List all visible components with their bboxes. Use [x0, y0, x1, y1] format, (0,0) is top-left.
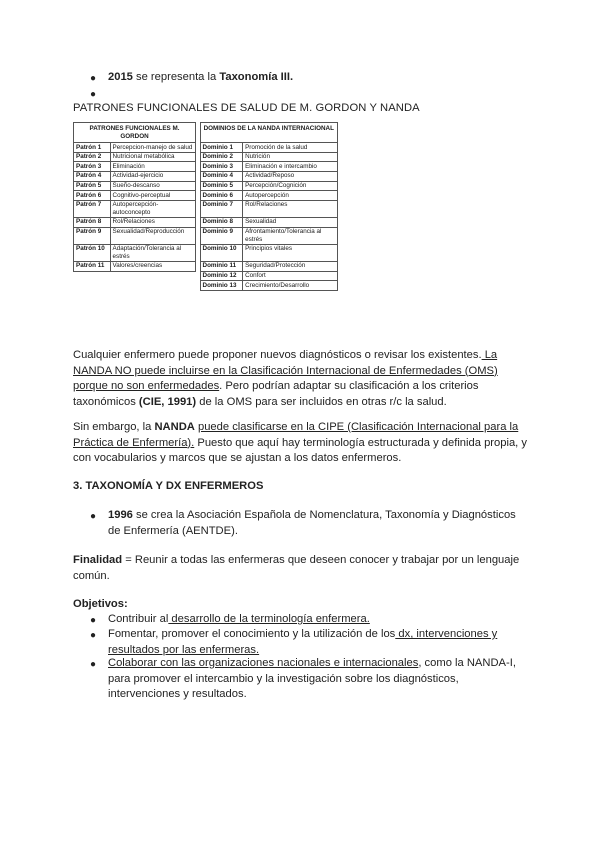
intro-bold-tail: Taxonomía III.	[219, 71, 294, 83]
domain-number: Dominio 6	[200, 191, 243, 201]
domain-number: Dominio 3	[200, 162, 243, 172]
pattern-name: Sueño-descanso	[110, 181, 195, 191]
pattern-number: Patrón 5	[74, 181, 111, 191]
pattern-number: Patrón 2	[74, 152, 111, 162]
objetivo-item-1	[108, 612, 518, 628]
bullet-marker: ●	[90, 73, 97, 84]
pattern-name: Percepcion-manejo de salud	[110, 143, 195, 153]
domain-name: Nutrición	[243, 152, 338, 162]
bullet-marker: ●	[90, 659, 97, 670]
finalidad-label: Finalidad	[73, 554, 123, 566]
pattern-name: Autopercepción-autoconcepto	[110, 200, 195, 217]
domain-name: Percepción/Cognición	[243, 181, 338, 191]
section3-title: 3. TAXONOMÍA Y DX ENFERMEROS	[73, 480, 264, 492]
domain-number: Dominio 10	[200, 244, 243, 261]
domain-number: Dominio 4	[200, 171, 243, 181]
para1-underlined: La NANDA NO puede incluirse en la Clasificación Internacional de Enfermedades (OMS) porque no son enfermedades	[73, 349, 498, 392]
objetivos-label: Objetivos:	[73, 598, 128, 610]
table-row	[74, 261, 338, 271]
domain-name: Principios vitales	[243, 244, 338, 261]
table-row	[74, 181, 338, 191]
domain-name: Seguridad/Protección	[243, 261, 338, 271]
paragraph-nanda-oms	[73, 348, 531, 410]
bullet-marker: ●	[90, 630, 97, 641]
domain-name: Eliminación e intercambio	[243, 162, 338, 172]
domain-name: Rol/Relaciones	[243, 200, 338, 217]
bullet-marker-empty: ●	[90, 89, 97, 100]
bullet-marker: ●	[90, 511, 97, 522]
para2-text-3: Puesto que aquí hay terminología estructurada y definida propia, y con vocabularios y marcos que se ajustan a los datos enfermeros.	[73, 436, 527, 464]
pattern-name: Eliminación	[110, 162, 195, 172]
para2-text-1: Sin embargo, la	[73, 421, 155, 433]
intro-text: se representa la	[132, 71, 220, 83]
heading-patterns: PATRONES FUNCIONALES DE SALUD DE M. GORDON Y NANDA	[73, 102, 420, 114]
objetivo-item-3	[108, 656, 528, 703]
domain-name: Sexualidad	[243, 217, 338, 227]
finalidad-text: = Reunir a todas las enfermeras que deseen conocer y trabajar por un lenguaje común.	[73, 554, 520, 582]
para1-text-2: . Pero podrían adaptar su clasificación a los criterios taxonómicos	[73, 380, 479, 408]
table-row	[74, 171, 338, 181]
domain-number: Dominio 7	[200, 200, 243, 217]
pattern-name: Sexualidad/Reproducción	[110, 227, 195, 244]
domain-name: Confort	[243, 271, 338, 281]
pattern-name: Nutricional metabólica	[110, 152, 195, 162]
objetivo-item-2	[108, 627, 518, 658]
objetivo-2-underlined: dx, intervenciones y resultados por las enfermeras.	[108, 628, 498, 656]
objetivo-2-text: Fomentar, promover el conocimiento y la utilización de los	[108, 628, 396, 640]
para2-underlined: puede clasificarse en la CIPE (Clasificación Internacional para la Práctica de Enfermería).	[73, 421, 519, 449]
domain-number: Dominio 13	[200, 281, 243, 291]
bullet-marker: ●	[90, 615, 97, 626]
bullet-1996-year: 1996	[108, 509, 133, 521]
pattern-number: Patrón 3	[74, 162, 111, 172]
pattern-name: Rol/Relaciones	[110, 217, 195, 227]
table-row	[74, 217, 338, 227]
pattern-number: Patrón 11	[74, 261, 111, 271]
gordon-nanda-table-image	[73, 122, 338, 291]
table-row	[74, 162, 338, 172]
table-row	[74, 200, 338, 217]
table-row	[74, 191, 338, 201]
pattern-name: Adaptación/Tolerancia al estrés	[110, 244, 195, 261]
domain-number: Dominio 9	[200, 227, 243, 244]
pattern-number: Patrón 9	[74, 227, 111, 244]
pattern-number: Patrón 4	[74, 171, 111, 181]
domain-number: Dominio 2	[200, 152, 243, 162]
bullet-1996-text	[108, 508, 528, 539]
pattern-name: Cognitivo-perceptual	[110, 191, 195, 201]
intro-year: 2015	[108, 71, 133, 83]
table-row	[74, 152, 338, 162]
pattern-number: Patrón 10	[74, 244, 111, 261]
header-left: PATRONES FUNCIONALES M. GORDON	[74, 123, 196, 143]
objetivo-3-underlined: Colaborar con las organizaciones nacionales e internacionales	[108, 657, 419, 669]
domain-number: Dominio 8	[200, 217, 243, 227]
domain-name: Afrontamiento/Tolerancia al estrés	[243, 227, 338, 244]
intro-bullet-text	[108, 70, 293, 86]
para1-text-3: de la OMS para ser incluidos en otras r/c la salud.	[196, 395, 447, 408]
objetivo-3-text: , como la NANDA-I, para promover el intercambio y la investigación sobre los diagnósticos, intervenciones y resultados.	[108, 657, 516, 700]
domain-name: Actividad/Reposo	[243, 171, 338, 181]
pattern-name: Valores/creencias	[110, 261, 195, 271]
pattern-number: Patrón 7	[74, 200, 111, 217]
domain-number: Dominio 5	[200, 181, 243, 191]
para2-bold-nanda: NANDA	[154, 421, 195, 433]
pattern-number: Patrón 8	[74, 217, 111, 227]
header-right: DOMINIOS DE LA NANDA INTERNACIONAL	[200, 123, 337, 143]
pattern-number: Patrón 1	[74, 143, 111, 153]
pattern-name: Actividad-ejercicio	[110, 171, 195, 181]
objetivo-1-text: Contribuir al	[108, 613, 169, 625]
table-row	[74, 227, 338, 244]
paragraph-nanda-cipe	[73, 420, 531, 467]
para1-bold-cie: (CIE, 1991)	[138, 395, 197, 408]
domain-number: Dominio 1	[200, 143, 243, 153]
objetivo-1-underlined: desarrollo de la terminología enfermera.	[168, 613, 370, 625]
domain-name: Crecimiento/Desarrollo	[243, 281, 338, 291]
para1-text-1: Cualquier enfermero puede proponer nuevos diagnósticos o revisar los existentes.	[73, 349, 482, 361]
bullet-1996-body: se crea la Asociación Española de Nomenclatura, Taxonomía y Diagnósticos de Enfermería (AENTDE).	[108, 509, 516, 537]
table-row	[74, 143, 338, 153]
domain-number: Dominio 12	[200, 271, 243, 281]
pattern-number: Patrón 6	[74, 191, 111, 201]
gordon-nanda-table	[73, 122, 338, 291]
table-row	[74, 281, 338, 291]
finalidad-paragraph	[73, 553, 533, 584]
domain-number: Dominio 11	[200, 261, 243, 271]
table-row	[74, 271, 338, 281]
domain-name: Promoción de la salud	[243, 143, 338, 153]
domain-name: Autopercepción	[243, 191, 338, 201]
table-row	[74, 244, 338, 261]
